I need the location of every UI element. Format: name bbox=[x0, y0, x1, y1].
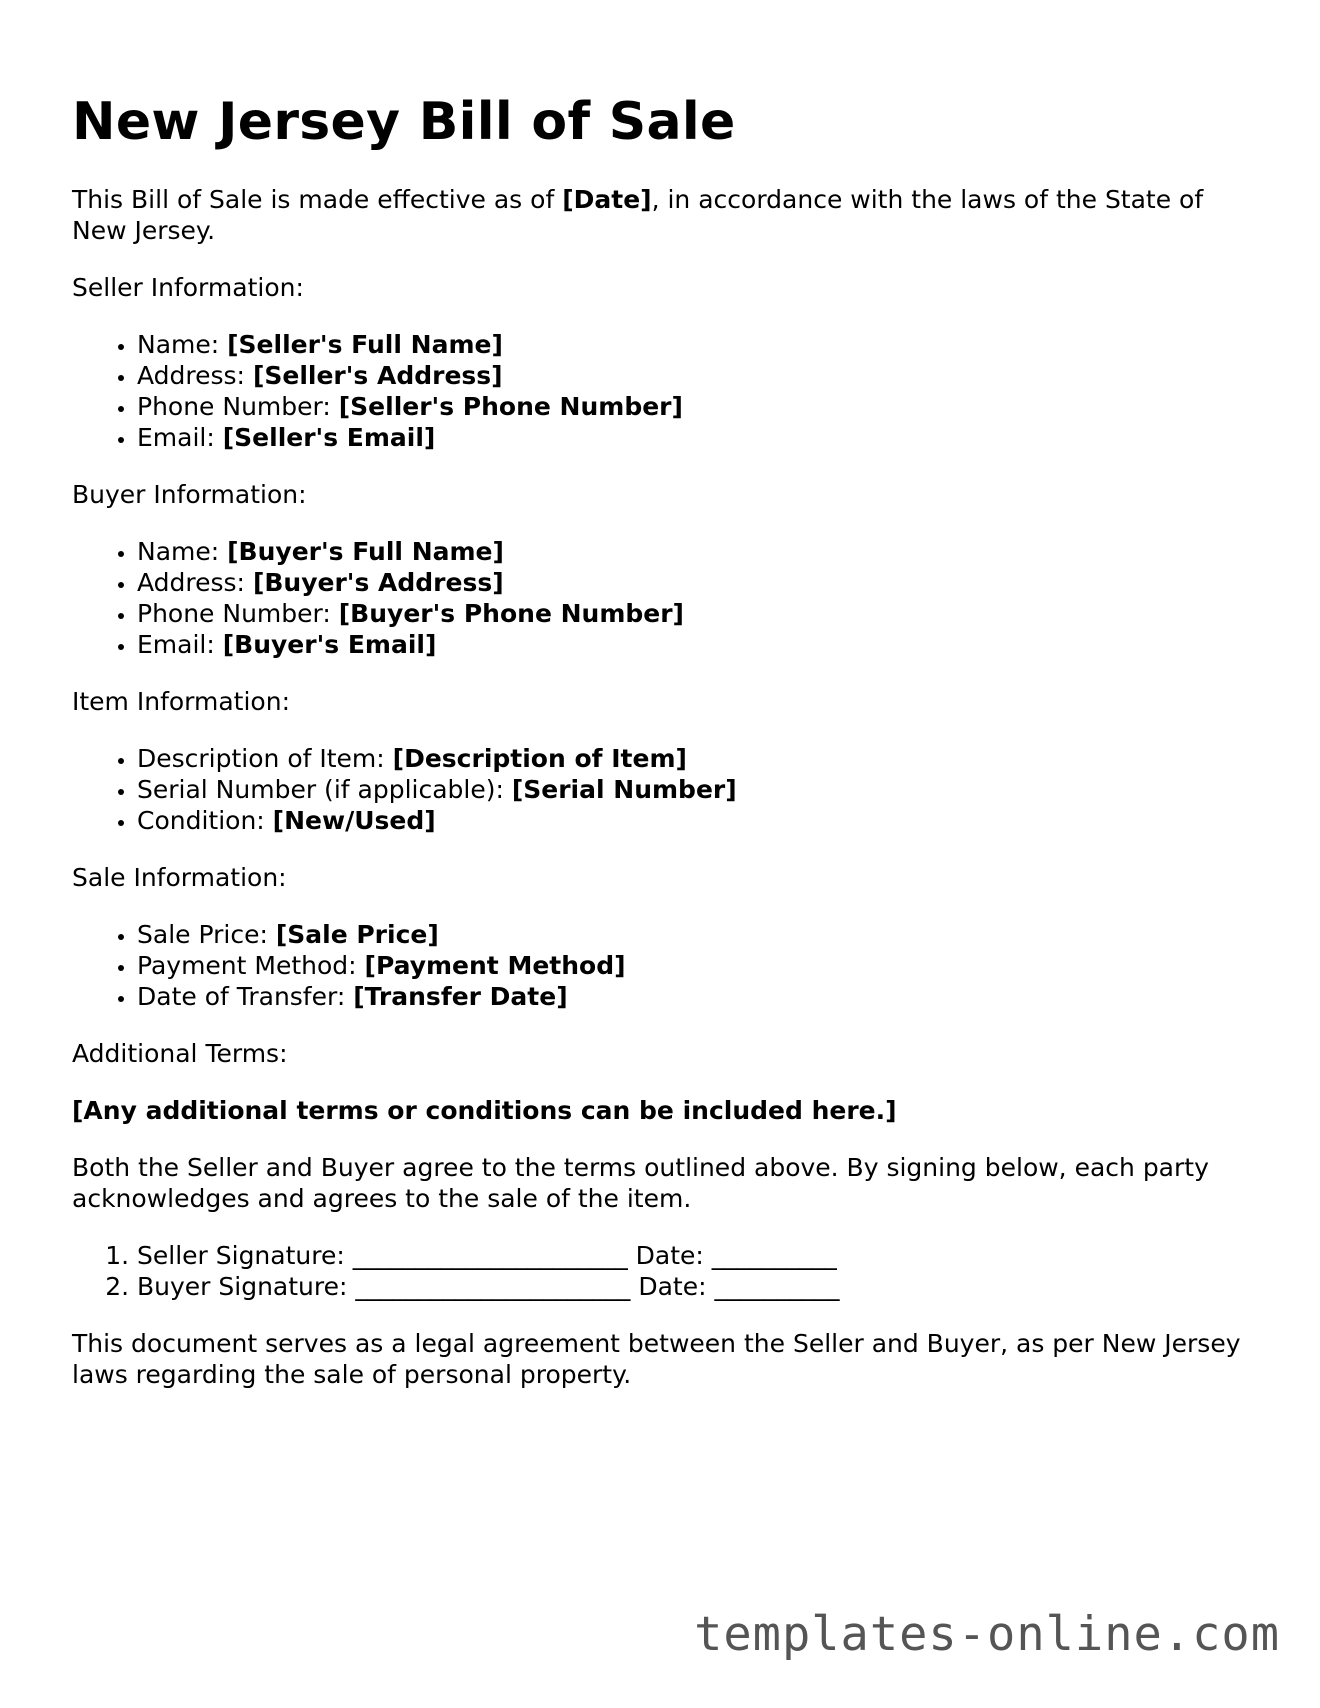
list-item bbox=[137, 743, 1262, 774]
seller-signature-line bbox=[137, 1240, 1262, 1271]
field-label: Sale Price: bbox=[137, 920, 276, 949]
field-value: [New/Used] bbox=[272, 806, 436, 835]
field-label: Address: bbox=[137, 568, 253, 597]
field-label: Email: bbox=[137, 630, 223, 659]
field-label: Email: bbox=[137, 423, 223, 452]
list-item bbox=[137, 329, 1262, 360]
list-item bbox=[137, 567, 1262, 598]
field-value: [Buyer's Full Name] bbox=[227, 537, 504, 566]
list-item bbox=[137, 536, 1262, 567]
buyer-list bbox=[72, 536, 1262, 660]
sale-heading: Sale Information: bbox=[72, 863, 287, 892]
field-value: [Serial Number] bbox=[511, 775, 737, 804]
additional-terms-placeholder: [Any additional terms or conditions can be included here.] bbox=[72, 1096, 897, 1125]
list-item bbox=[137, 981, 1262, 1012]
signature-list bbox=[72, 1240, 1262, 1302]
field-value: [Seller's Phone Number] bbox=[338, 392, 683, 421]
field-label: Payment Method: bbox=[137, 951, 365, 980]
document bbox=[72, 0, 1262, 1390]
signature-text: Seller Signature: ______________________ Date: __________ bbox=[137, 1241, 837, 1270]
closing-paragraph: This document serves as a legal agreement between the Seller and Buyer, as per New Jersey laws regarding the sale of personal property. bbox=[72, 1329, 1241, 1389]
buyer-heading: Buyer Information: bbox=[72, 480, 307, 509]
agreement-paragraph: Both the Seller and Buyer agree to the terms outlined above. By signing below, each party acknowledges and agrees to the sale of the item. bbox=[72, 1153, 1209, 1213]
field-value: [Sale Price] bbox=[275, 920, 439, 949]
field-label: Name: bbox=[137, 330, 228, 359]
list-item bbox=[137, 422, 1262, 453]
field-value: [Buyer's Address] bbox=[252, 568, 504, 597]
page-title: New Jersey Bill of Sale bbox=[72, 92, 736, 152]
list-item bbox=[137, 360, 1262, 391]
field-label: Date of Transfer: bbox=[137, 982, 354, 1011]
field-value: [Seller's Address] bbox=[252, 361, 503, 390]
field-value: [Buyer's Phone Number] bbox=[338, 599, 684, 628]
field-label: Phone Number: bbox=[137, 599, 339, 628]
field-label: Phone Number: bbox=[137, 392, 339, 421]
sale-list bbox=[72, 919, 1262, 1012]
field-value: [Payment Method] bbox=[364, 951, 626, 980]
seller-heading: Seller Information: bbox=[72, 273, 304, 302]
field-label: Name: bbox=[137, 537, 228, 566]
intro-paragraph bbox=[72, 184, 1262, 246]
field-value: [Transfer Date] bbox=[353, 982, 568, 1011]
additional-terms-heading: Additional Terms: bbox=[72, 1039, 288, 1068]
seller-list bbox=[72, 329, 1262, 453]
item-heading: Item Information: bbox=[72, 687, 290, 716]
field-label: Condition: bbox=[137, 806, 273, 835]
field-label: Serial Number (if applicable): bbox=[137, 775, 512, 804]
list-item bbox=[137, 774, 1262, 805]
list-item bbox=[137, 598, 1262, 629]
field-value: [Seller's Full Name] bbox=[227, 330, 503, 359]
list-item bbox=[137, 391, 1262, 422]
field-value: [Buyer's Email] bbox=[222, 630, 437, 659]
signature-text: Buyer Signature: ______________________ Date: __________ bbox=[137, 1272, 840, 1301]
buyer-signature-line bbox=[137, 1271, 1262, 1302]
item-list bbox=[72, 743, 1262, 836]
list-item bbox=[137, 629, 1262, 660]
list-item bbox=[137, 950, 1262, 981]
intro-prefix: This Bill of Sale is made effective as of bbox=[72, 185, 563, 214]
field-label: Description of Item: bbox=[137, 744, 393, 773]
field-value: [Description of Item] bbox=[392, 744, 687, 773]
intro-suffix: , in accordance with the laws of the State of New Jersey. bbox=[72, 185, 1204, 245]
list-item bbox=[137, 805, 1262, 836]
list-item bbox=[137, 919, 1262, 950]
date-placeholder: [Date] bbox=[562, 185, 652, 214]
watermark: templates-online.com bbox=[694, 1607, 1280, 1662]
field-value: [Seller's Email] bbox=[222, 423, 436, 452]
field-label: Address: bbox=[137, 361, 253, 390]
